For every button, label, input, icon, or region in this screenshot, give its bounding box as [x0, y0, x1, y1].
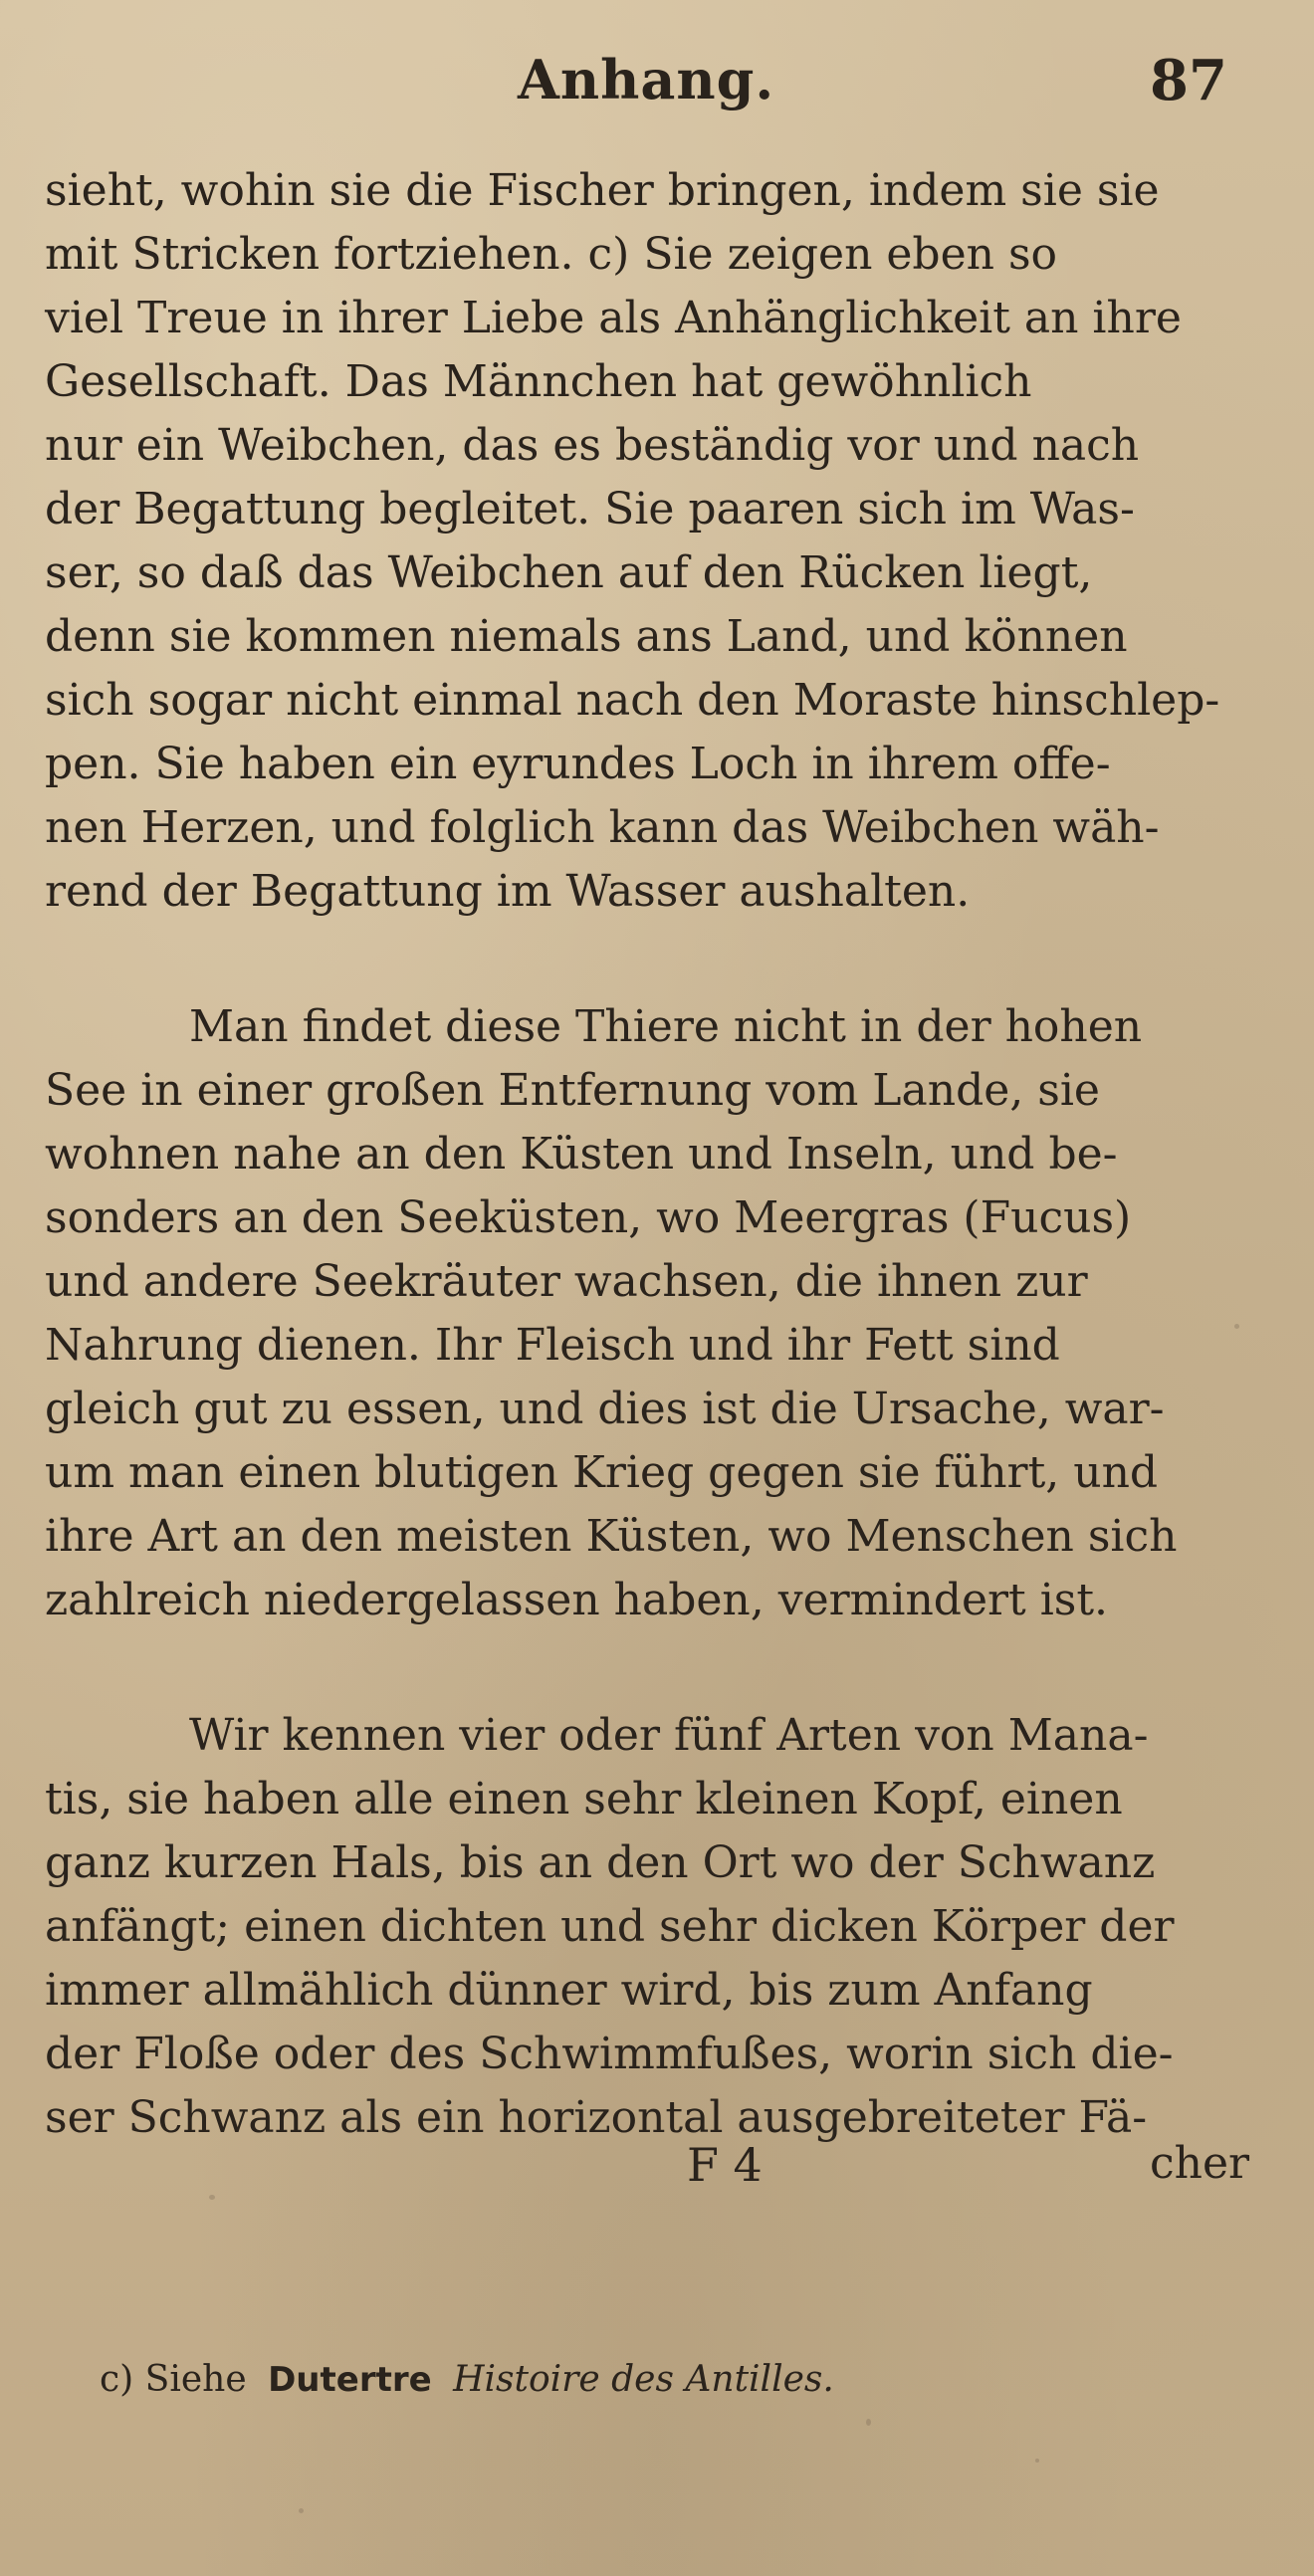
text-line: sieht, wohin sie die Fischer bringen, indem sie sie	[45, 165, 1160, 216]
paper-speck	[866, 2419, 871, 2426]
text-line: mit Stricken fortziehen. c) Sie zeigen eben so	[45, 229, 1058, 280]
running-head: Anhang.	[518, 48, 775, 111]
text-line: ser, so daß das Weibchen auf den Rücken liegt,	[45, 547, 1093, 598]
footnote-author: Dutertre	[268, 2360, 432, 2400]
footnote	[100, 2359, 834, 2400]
text-line: um man einen blutigen Krieg gegen sie führt, und	[45, 1447, 1159, 1498]
text-line: und andere Seekräuter wachsen, die ihnen zur	[45, 1256, 1088, 1307]
text-line: immer allmählich dünner wird, bis zum Anfang	[45, 1965, 1093, 2016]
paper-speck	[1035, 2459, 1039, 2463]
paper-speck	[209, 2195, 215, 2200]
text-line: sich sogar nicht einmal nach den Moraste hinschlep-	[45, 675, 1220, 726]
page-number: 87	[1150, 48, 1227, 113]
catchword: cher	[1150, 2138, 1250, 2189]
text-line: nur ein Weibchen, das es beständig vor und nach	[45, 420, 1140, 471]
text-line: rend der Begattung im Wasser aushalten.	[45, 866, 971, 917]
text-line: Man findet diese Thiere nicht in der hohen	[189, 1001, 1143, 1052]
text-line: tis, sie haben alle einen sehr kleinen Kopf, einen	[45, 1774, 1123, 1825]
text-line: ganz kurzen Hals, bis an den Ort wo der Schwanz	[45, 1837, 1156, 1888]
text-line: pen. Sie haben ein eyrundes Loch in ihrem offe-	[45, 739, 1111, 789]
text-line: viel Treue in ihrer Liebe als Anhänglichkeit an ihre	[45, 293, 1182, 343]
paper-speck	[299, 2508, 304, 2513]
text-line: denn sie kommen niemals ans Land, und können	[45, 611, 1128, 662]
text-line: Gesellschaft. Das Männchen hat gewöhnlich	[45, 356, 1032, 407]
text-line: nen Herzen, und folglich kann das Weibchen wäh-	[45, 802, 1160, 853]
page-header	[0, 30, 1314, 119]
text-line: ihre Art an den meisten Küsten, wo Menschen sich	[45, 1511, 1178, 1562]
text-line: wohnen nahe an den Küsten und Inseln, und be-	[45, 1129, 1118, 1180]
text-line: Wir kennen vier oder fünf Arten von Mana-	[189, 1710, 1149, 1761]
text-line: der Floße oder des Schwimmfußes, worin sich die-	[45, 2029, 1174, 2079]
text-line: der Begattung begleitet. Sie paaren sich im Was-	[45, 484, 1135, 535]
text-line: zahlreich niedergelassen haben, vermindert ist.	[45, 1575, 1109, 1625]
text-line: anfängt; einen dichten und sehr dicken Körper der	[45, 1901, 1175, 1952]
text-line: ser Schwanz als ein horizontal ausgebreiteter Fä-	[45, 2092, 1148, 2143]
text-line: sonders an den Seeküsten, wo Meergras (Fucus)	[45, 1192, 1132, 1243]
footnote-title: Histoire des Antilles.	[453, 2359, 834, 2400]
text-line: See in einer großen Entfernung vom Lande, sie	[45, 1065, 1100, 1116]
text-line: Nahrung dienen. Ihr Fleisch und ihr Fett sind	[45, 1320, 1060, 1371]
paper-speck	[1234, 1324, 1239, 1329]
text-line: gleich gut zu essen, und dies ist die Ursache, war-	[45, 1384, 1165, 1434]
footnote-marker: c) Siehe	[100, 2359, 247, 2400]
signature-mark: F 4	[687, 2138, 763, 2192]
